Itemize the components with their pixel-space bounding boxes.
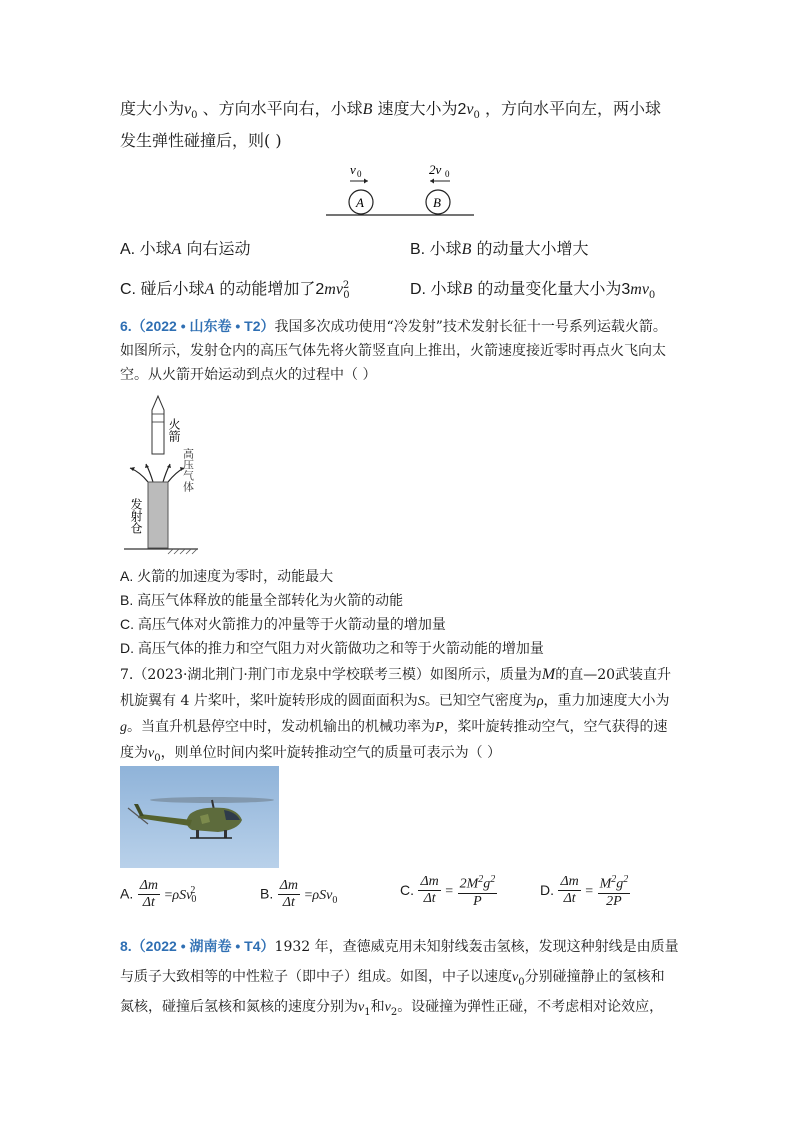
silo-icon [148, 482, 168, 548]
q5-option-a[interactable]: A. 小球A 向右运动 [120, 239, 251, 258]
rocket-figure [118, 392, 228, 556]
q7-line3: g。当直升机悬停空中时，发动机输出的机械功率为P，桨叶旋转推动空气，空气获得的速 [120, 719, 668, 735]
q6-option-a[interactable]: A. 火箭的加速度为零时，动能最大 [120, 568, 334, 584]
q6-option-d[interactable]: D. 高压气体的推力和空气阻力对火箭做功之和等于火箭动能的增加量 [120, 640, 544, 656]
q7-line4: 度为$v_0$，则单位时间内桨叶旋转推动空气的质量可表示为（ ） [120, 745, 502, 764]
q5-option-d[interactable]: D. 小球B 的动量变化量大小为$3mv_0$ [410, 279, 656, 302]
rocket-icon [152, 396, 164, 454]
ball-a-label: A [356, 195, 364, 210]
q8-line1: 8.（2022 • 湖南卷 • T4）1932 年，查德威克用未知射线轰击氢核，发现这种射线是由质量 [120, 938, 679, 955]
q5-line2: 发生弹性碰撞后，则( ) [120, 131, 282, 150]
q8-line3: 氮核，碰撞后氢核和氮核的速度分别为$v_1$和$v_2$。设碰撞为弹性正碰，不考虑相对论效应， [120, 999, 664, 1018]
q7-line2: 机旋翼有 4 片桨叶，桨叶旋转形成的圆面面积为S。已知空气密度为ρ，重力加速度大小为 [120, 693, 670, 709]
q5-option-b[interactable]: B. 小球B 的动量大小增大 [410, 239, 589, 258]
q7-option-d[interactable]: D. $\frac{\Delta m}{\Delta t}$ = $\frac{M^2g^2}{2P}$ [540, 874, 629, 909]
svg-text:0: 0 [445, 169, 450, 179]
q7-line1: 7.（2023·湖北荆门·荆门市龙泉中学校联考三模）如图所示，质量为M的直—20武装直升 [120, 666, 672, 683]
q6-line2: 如图所示，发射仓内的高压气体先将火箭竖直向上推出，火箭速度接近零时再点火飞向太 [120, 343, 666, 359]
silo-label: 发射仓 [129, 498, 143, 534]
q6-option-b[interactable]: B. 高压气体释放的能量全部转化为火箭的动能 [120, 592, 404, 608]
q7-option-b[interactable]: B. $\frac{\Delta m}{\Delta t}$ =ρSv$_0$ [260, 878, 338, 910]
vb-label: 2v [429, 162, 442, 177]
gas-arrows-icon [130, 464, 184, 482]
q5-option-c[interactable]: C. 碰后小球A 的动能增加了$2mv^2_0$ [120, 279, 350, 302]
q7-option-c[interactable]: C. $\frac{\Delta m}{\Delta t}$ = $\frac{2M^2g^2}{P}$ [400, 874, 496, 909]
svg-text:0: 0 [357, 169, 362, 179]
q6-option-c[interactable]: C. 高压气体对火箭推力的冲量等于火箭动量的增加量 [120, 616, 446, 632]
gas-label: 高压气体 [181, 448, 195, 492]
ball-b-label: B [433, 195, 441, 210]
q7-option-a[interactable]: A. $\frac{\Delta m}{\Delta t}$ =ρSv$_0^2$ [120, 878, 197, 910]
va-label: v [350, 162, 356, 177]
q8-line2: 与质子大致相等的中性粒子（即中子）组成。如图，中子以速度$v_0$分别碰撞静止的氢核和 [120, 969, 665, 988]
q5-line1: 度大小为$v_0$ 、方向水平向右，小球B 速度大小为$2v_0$ ，方向水平向左，两小球 [120, 99, 661, 122]
rocket-label: 火箭 [167, 418, 181, 442]
q6-line1: 6.（2022 • 山东卷 • T2）我国多次成功使用“冷发射”技术发射长征十一号系列运载火箭。 [120, 318, 667, 335]
q6-line3: 空。从火箭开始运动到点火的过程中（ ） [120, 367, 377, 383]
collision-figure [322, 160, 478, 220]
helicopter-photo [120, 766, 279, 868]
